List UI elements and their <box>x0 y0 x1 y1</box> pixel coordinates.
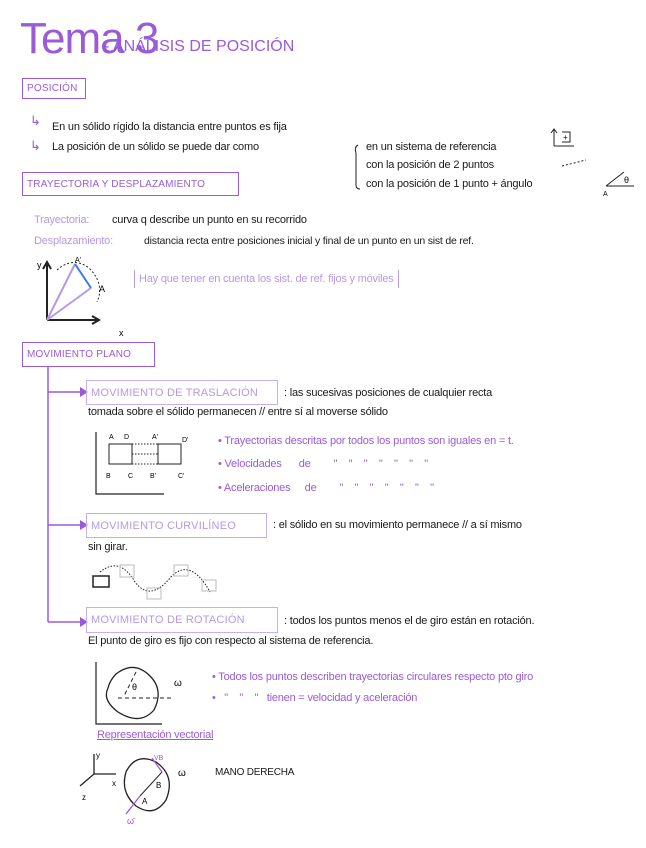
label-d: D <box>124 434 130 441</box>
vector-diagram <box>76 752 206 827</box>
hook-arrow-icon: ↳ <box>30 113 41 128</box>
label-b: B <box>106 473 111 480</box>
traslacion-def1: : las sucesivas posiciones de cualquier recta <box>284 387 493 399</box>
page-subtitle: - ANÁLISIS DE POSICIÓN <box>104 38 295 55</box>
heading-posicion: POSICIÓN <box>22 78 86 99</box>
curvilineo-def1: : el sólido en su movimiento permanece // a sí mismo <box>273 519 522 531</box>
rotation-diagram <box>94 660 194 728</box>
angle-label: θ <box>624 175 630 185</box>
angle-icon <box>602 168 638 198</box>
curvilinear-diagram <box>90 562 225 602</box>
traslacion-bullet: • Velocidades de " " " " " " " <box>218 458 428 470</box>
trayectoria-def: curva q describe un punto en su recorrido <box>112 214 307 226</box>
point-a: A <box>142 797 148 806</box>
omega-label: ω <box>178 768 186 779</box>
rotacion-bullet: • " " " tienen = velocidad y aceleración <box>212 692 418 704</box>
label-a-prime: A' <box>152 434 159 441</box>
reference-system-icon <box>548 126 578 150</box>
curvilineo-def2: sin girar. <box>88 541 128 553</box>
posicion-line1: En un sólido rígido la distancia entre puntos es fija <box>52 121 287 133</box>
theta-label: θ <box>132 682 138 692</box>
heading-movimiento-plano: MOVIMIENTO PLANO <box>22 342 155 367</box>
label-a: A <box>109 434 114 441</box>
axis-z: z <box>82 793 86 802</box>
traslacion-bullet: • Aceleraciones de " " " " " " " <box>218 482 434 494</box>
label-b-prime: B' <box>150 473 157 480</box>
point-b: B <box>156 781 162 790</box>
posicion-option: con la posición de 2 puntos <box>366 159 494 171</box>
axis-x: x <box>112 779 116 788</box>
heading-traslacion: MOVIMIENTO DE TRASLACIÓN <box>86 380 278 405</box>
posicion-option: en un sistema de referencia <box>366 141 497 153</box>
posicion-line2: La posición de un sólido se puede dar como <box>52 141 259 153</box>
vectorial-heading: Representación vectorial <box>97 729 214 741</box>
page-title: Tema 3 <box>20 14 159 63</box>
point-a: A <box>99 284 106 294</box>
label-c-prime: C' <box>178 473 185 480</box>
heading-trayectoria: TRAYECTORIA Y DESPLAZAMIENTO <box>22 172 239 196</box>
axis-x-label: x <box>119 328 124 338</box>
omega-vector-label: ω̄ <box>127 816 135 826</box>
point-a-prime: A' <box>75 257 82 264</box>
desplazamiento-def: distancia recta entre posiciones inicial y final de un punto en un sist de ref. <box>144 235 474 247</box>
brace <box>352 145 362 191</box>
label-c: C <box>128 473 134 480</box>
trayectoria-term: Trayectoria: <box>34 214 90 226</box>
mano-derecha-label: MANO DERECHA <box>215 767 295 778</box>
traslacion-bullet: • Trayectorias descritas por todos los puntos son iguales en = t. <box>218 435 514 447</box>
posicion-option: con la posición de 1 punto + ángulo <box>366 178 533 190</box>
heading-rotacion: MOVIMIENTO DE ROTACIÓN <box>86 607 278 633</box>
axis-y-label: y <box>37 260 42 270</box>
label-d-prime: D' <box>182 437 189 444</box>
tree-lines <box>46 367 91 627</box>
trajectory-diagram <box>35 256 130 341</box>
rotacion-def2: El punto de giro es fijo con respecto al sistema de referencia. <box>88 635 374 647</box>
velocity-label: VB <box>154 755 164 762</box>
translation-diagram <box>94 430 199 498</box>
desplazamiento-term: Desplazamiento: <box>34 235 113 247</box>
reference-systems-note: Hay que tener en cuenta los sist. de ref. fijos y móviles <box>134 270 399 288</box>
point-label: A <box>603 191 608 198</box>
axis-y: y <box>96 751 100 760</box>
traslacion-def2: tomada sobre el sólido permanecen // entre sí al moverse sólido <box>88 406 388 418</box>
rotacion-bullet: • Todos los puntos describen trayectorias circulares respecto pto giro <box>212 671 534 683</box>
omega-label: ω <box>174 678 182 689</box>
hook-arrow-icon: ↳ <box>30 138 41 153</box>
rotacion-def1: : todos los puntos menos el de giro están en rotación. <box>284 615 535 627</box>
svg-text:+: + <box>563 133 568 142</box>
heading-curvilineo: MOVIMIENTO CURVILÍNEO <box>86 513 267 538</box>
two-points-icon <box>560 158 590 168</box>
